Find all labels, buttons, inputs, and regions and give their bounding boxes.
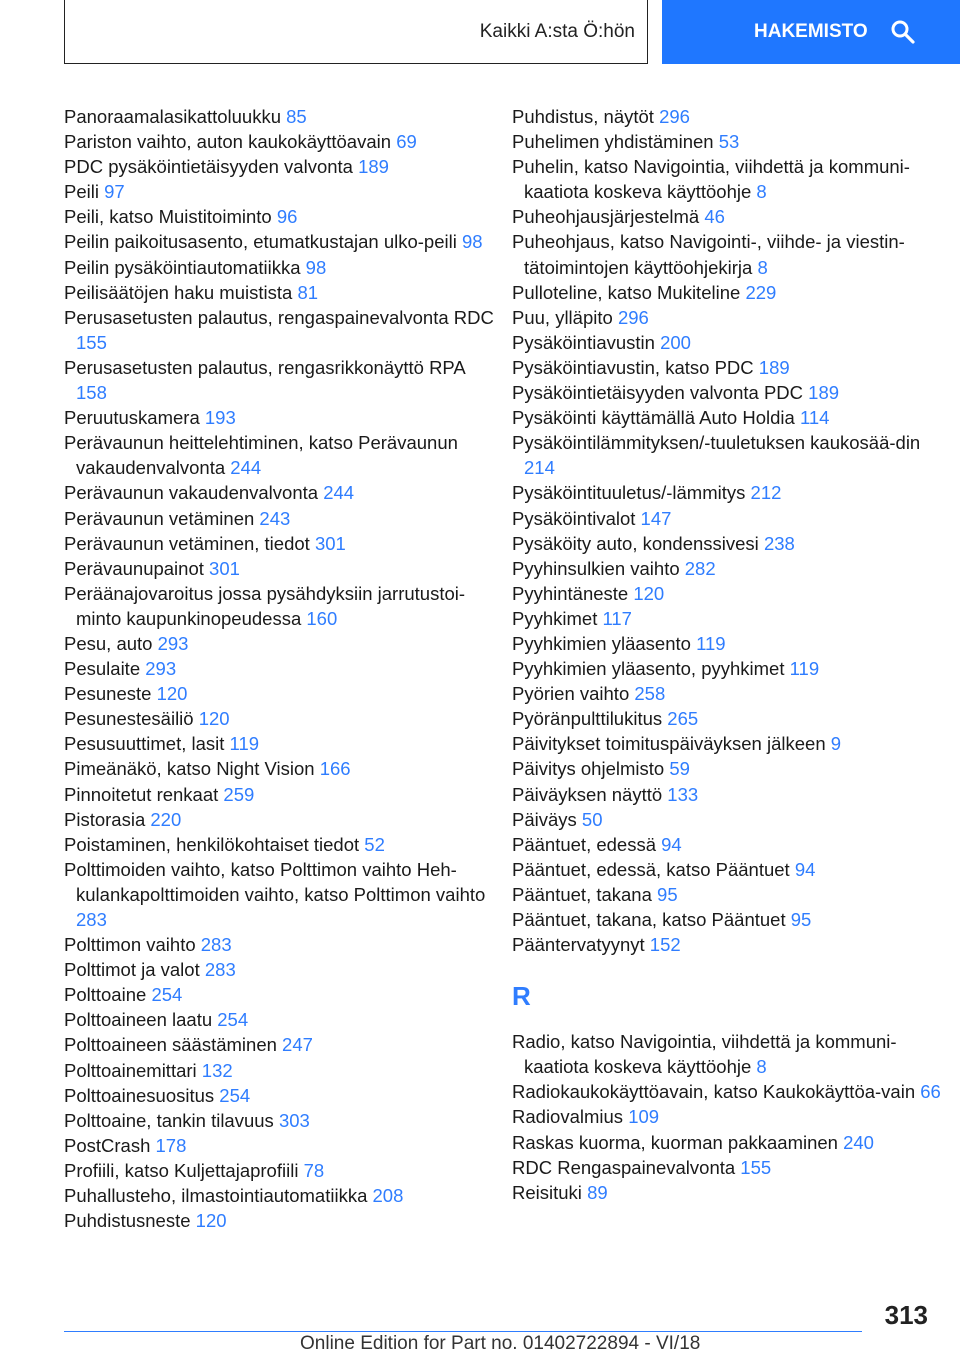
index-entry [64,1058,494,1083]
index-entry [512,681,942,706]
entry-text: Pyyhintäneste [512,582,629,604]
index-entry [512,731,942,756]
entry-text: Raskas kuorma, kuorman pakkaaminen [512,1131,838,1153]
index-entry [512,380,942,405]
index-entry [64,807,494,832]
index-entry [64,556,494,581]
entry-text: Pimeänäkö, katso Night Vision [64,758,315,780]
index-entry [512,430,942,480]
page-link[interactable]: 265 [667,708,699,730]
entry-text: Pesunestesäiliö [64,708,194,730]
entry-text: PostCrash [64,1134,151,1156]
index-entry [64,179,494,204]
page-link[interactable]: 109 [628,1106,660,1128]
page-link[interactable]: 155 [76,331,107,353]
page-link[interactable]: 208 [372,1185,404,1207]
entry-text: Polttoainemittari [64,1059,197,1081]
entry-text: Pinnoitetut renkaat [64,783,219,805]
page-link[interactable]: 254 [151,984,183,1006]
page-link[interactable]: 301 [314,532,346,554]
entry-text: Puhdistus, näytöt [512,106,654,127]
page-link[interactable]: 238 [763,532,795,554]
entry-text: Päiväys [512,808,577,830]
entry-text: Polttoaine, tankin tilavuus [64,1109,274,1131]
page-link[interactable]: 8 [756,1056,767,1078]
page-link[interactable]: 160 [306,607,338,629]
page-link[interactable]: 98 [461,231,483,253]
entry-text: Pysäköinti käyttämällä Auto Holdia [512,407,795,429]
entry-text: RDC Rengaspainevalvonta [512,1156,736,1178]
page-link[interactable]: 189 [808,382,840,404]
page-link[interactable]: 53 [718,131,740,153]
index-entry [64,782,494,807]
index-entry [512,355,942,380]
page-link[interactable]: 97 [104,181,125,203]
entry-text: Perävaunupainot [64,557,204,579]
entry-text: Polttoaineen säästäminen [64,1034,277,1056]
entry-text: Polttoaineen laatu [64,1009,213,1031]
entry-text: Pesuneste [64,683,152,705]
page-link[interactable]: 95 [657,883,678,905]
index-entry [64,129,494,154]
entry-text: Pulloteline, katso Mukiteline [512,281,741,303]
entry-text: Polttimot ja valot [64,959,200,981]
page-link[interactable]: 120 [633,582,665,604]
entry-text: Pyyhkimien yläasento [512,632,691,654]
entry-text: Pysäköintiavustin, katso PDC [512,356,754,378]
section-letter: R [512,981,531,1012]
page-link[interactable]: 147 [640,507,672,529]
page-link[interactable]: 258 [634,683,666,705]
entry-text: Päiväyksen näyttö [512,783,663,805]
entry-text: Pääntervatyynyt [512,934,645,956]
page-link[interactable]: 120 [195,1210,227,1232]
index-entry [512,932,942,957]
page-link[interactable]: 120 [156,683,188,705]
entry-text: Peilin paikoitusasento, etumatkustajan ulko-peili [64,231,457,253]
page-link[interactable]: 214 [524,457,555,479]
index-entry [64,1032,494,1057]
index-entry [64,305,494,355]
page-link[interactable]: 212 [750,482,782,504]
entry-text: Pysäköity auto, kondenssivesi [512,532,759,554]
page-link[interactable]: 243 [259,507,291,529]
page-link[interactable]: 296 [659,106,690,127]
page-link[interactable]: 94 [661,833,682,855]
footer-edition: Online Edition for Part no. 01402722894 - VI/18 [300,1333,701,1354]
index-entry [64,280,494,305]
page-link[interactable]: 254 [217,1009,249,1031]
page-link[interactable]: 193 [204,407,236,429]
page-link[interactable]: 98 [305,256,327,278]
index-entry [64,1183,494,1208]
index-entry [64,656,494,681]
index-entry [512,756,942,781]
page-link[interactable]: 9 [830,733,842,755]
index-entry [64,731,494,756]
page-link[interactable]: 59 [669,758,690,780]
entry-text: Perusasetusten palautus, rengasrikkonäyttö RPA [64,356,465,378]
index-column-left [64,104,494,1233]
entry-text: Päivitys ohjelmisto [512,758,665,780]
index-entry [64,255,494,280]
page-link[interactable]: 293 [145,658,177,680]
page-link[interactable]: 119 [789,658,820,680]
page-link[interactable]: 155 [740,1156,772,1178]
page-link[interactable]: 247 [282,1034,313,1056]
page-link[interactable]: 69 [396,131,417,153]
index-entry [512,305,942,330]
entry-text: Panoraamalasikattoluukku [64,106,281,127]
page-link[interactable]: 94 [794,858,816,880]
index-entry [512,154,942,204]
index-entry [64,932,494,957]
page-link[interactable]: 78 [303,1159,325,1181]
entry-text: Puheohjaus, katso Navigointi-, viihde- ja viestin-tätoimintojen käyttöohjekirja [512,231,905,278]
entry-text: Pesulaite [64,658,141,680]
entry-text: Pysäköintituuletus/-lämmitys [512,482,746,504]
page-link[interactable]: 178 [155,1134,187,1156]
breadcrumb-tab[interactable] [64,0,648,64]
entry-text: Puhelin, katso Navigointia, viihdettä ja kommuni-kaatiota koskeva käyttöohje [512,156,910,203]
page-link[interactable]: 303 [278,1109,310,1131]
entry-text: Pyyhinsulkien vaihto [512,557,680,579]
index-entry [512,480,942,505]
index-entry [64,1108,494,1133]
index-entry [64,1133,494,1158]
page-link[interactable]: 244 [230,457,262,479]
page-link[interactable]: 132 [201,1059,233,1081]
index-entry [512,606,942,631]
entry-text: Puu, ylläpito [512,306,613,328]
page-link[interactable]: 240 [843,1131,874,1153]
page-link[interactable]: 81 [297,281,319,303]
index-entry [64,506,494,531]
page-link[interactable]: 50 [581,808,603,830]
page-link[interactable]: 189 [758,356,790,378]
page-link[interactable]: 89 [587,1181,608,1203]
page-link[interactable]: 85 [286,106,307,127]
index-entry [512,1104,942,1129]
entry-text: Peili [64,181,99,203]
index-entry [512,330,942,355]
index-entry [512,104,942,129]
entry-text: Pysäköintiavustin [512,331,655,353]
entry-text: Pesu, auto [64,632,153,654]
entry-text: Pesusuuttimet, lasit [64,733,225,755]
index-entry [512,1079,942,1104]
page-link[interactable]: 120 [198,708,230,730]
entry-text: Peili, katso Muistitoiminto [64,206,272,228]
index-label: HAKEMISTO [754,21,868,42]
entry-text: Polttoaine [64,984,147,1006]
index-entry [64,982,494,1007]
entry-text: Pysäköintilämmityksen/-tuuletuksen kaukosää-din [512,432,921,454]
entry-text: Pariston vaihto, auton kaukokäyttöavain [64,131,392,153]
index-entry [512,832,942,857]
entry-text: Perävaunun vetäminen, tiedot [64,532,310,554]
page-link[interactable]: 117 [602,607,632,629]
entry-text: Radiovalmius [512,1106,624,1128]
index-entry [512,556,942,581]
entry-text: Reisituki [512,1181,582,1203]
entry-text: Päivitykset toimituspäiväyksen jälkeen [512,733,826,755]
page-link[interactable]: 254 [219,1084,251,1106]
entry-text: Puhelimen yhdistäminen [512,131,714,153]
index-entry [64,581,494,631]
index-entry [64,631,494,656]
page-link[interactable]: 244 [323,482,355,504]
footer-divider [64,1331,862,1332]
index-entry [64,104,494,129]
index-entry [512,405,942,430]
page-link[interactable]: 189 [358,156,389,178]
page-link[interactable]: 66 [920,1081,941,1103]
entry-text: Radio, katso Navigointia, viihdettä ja kommuni-kaatiota koskeva käyttöohje [512,1031,897,1078]
entry-text: Pistorasia [64,808,146,830]
index-entry [512,1155,942,1180]
index-entry [64,405,494,430]
index-entry [64,430,494,480]
entry-text: Peilin pysäköintiautomatiikka [64,256,301,278]
entry-text: Peilisäätöjen haku muistista [64,281,293,303]
index-entry [512,204,942,229]
index-entry [512,506,942,531]
page-link[interactable]: 8 [757,256,768,278]
index-entry [512,1029,942,1079]
entry-text: Polttimon vaihto [64,934,196,956]
page-link[interactable]: 152 [649,934,681,956]
page-link[interactable]: 95 [790,909,812,930]
page-link[interactable]: 200 [660,331,691,353]
index-entry [512,706,942,731]
entry-text: Puhallusteho, ilmastointiautomatiikka [64,1185,368,1207]
index-entry [64,154,494,179]
index-entry [512,782,942,807]
index-entry [64,204,494,229]
page-link[interactable]: 293 [157,632,189,654]
page-link[interactable]: 283 [76,909,107,930]
page-link[interactable]: 52 [364,833,385,855]
index-entry [64,1007,494,1032]
entry-text: Pysäköintivalot [512,507,636,529]
page-link[interactable]: 46 [704,206,725,228]
index-entry [512,129,942,154]
page-link[interactable]: 229 [745,281,777,303]
search-icon[interactable] [890,19,916,45]
index-entry [512,882,942,907]
index-entry [512,280,942,305]
entry-text: Pääntuet, takana, katso Pääntuet [512,909,786,930]
entry-text: Pääntuet, takana [512,883,652,905]
entry-text: Perävaunun vetäminen [64,507,255,529]
page-link[interactable]: 283 [204,959,236,981]
entry-text: PDC pysäköintietäisyyden valvonta [64,156,353,178]
page-number: 313 [884,1300,928,1330]
page-link[interactable]: 96 [276,206,298,228]
page-link[interactable]: 114 [799,407,830,429]
page-link[interactable]: 166 [319,758,351,780]
entry-text: Pyyhkimien yläasento, pyyhkimet [512,658,785,680]
index-entry [512,907,942,932]
entry-text: Polttoainesuositus [64,1084,215,1106]
breadcrumb: Kaikki A:sta Ö:hön [479,20,635,42]
entry-text: Pyörien vaihto [512,683,630,705]
entry-text: Polttimoiden vaihto, katso Polttimon vaihto Heh-kulankapolttimoiden vaihto, katso Polttimon vaihto [64,858,486,905]
index-entry [64,1083,494,1108]
index-entry [512,857,942,882]
entry-text: Perävaunun heittelehtiminen, katso Perävaunun vakaudenvalvonta [64,432,458,479]
page-link[interactable]: 259 [223,783,255,805]
index-entry [64,355,494,405]
page-link[interactable]: 119 [229,733,260,755]
index-entry [512,531,942,556]
index-entry [64,1208,494,1233]
entry-text: Radiokaukokäyttöavain, katso Kaukokäyttöa-vain [512,1081,916,1103]
page-link[interactable]: 8 [756,181,767,203]
entry-text: Pääntuet, edessä, katso Pääntuet [512,858,790,880]
index-entry [64,706,494,731]
index-entry [512,581,942,606]
entry-text: Pyöränpulttilukitus [512,708,663,730]
entry-text: Peräänajovaroitus jossa pysähdyksiin jarrutustoi-minto kaupunkinopeudessa [64,582,466,629]
entry-text: Pysäköintietäisyyden valvonta PDC [512,382,804,404]
entry-text: Perävaunun vakaudenvalvonta [64,482,319,504]
index-entry [512,656,942,681]
page-link[interactable]: 133 [667,783,699,805]
index-entry [512,1180,942,1205]
index-entry [512,229,942,279]
page-link[interactable]: 119 [696,632,726,654]
page-link[interactable]: 220 [150,808,182,830]
page-link[interactable]: 296 [617,306,649,328]
index-column-right [512,104,942,1205]
entry-text: Pyyhkimet [512,607,598,629]
index-entry [64,756,494,781]
entry-text: Puheohjausjärjestelmä [512,206,700,228]
entry-text: Profiili, katso Kuljettajaprofiili [64,1159,299,1181]
index-entry [64,857,494,932]
index-entry [512,1130,942,1155]
index-tab[interactable] [662,0,960,64]
page-link[interactable]: 158 [76,382,107,404]
index-entry [64,832,494,857]
index-entry [64,229,494,254]
index-entry [512,807,942,832]
entry-text: Puhdistusneste [64,1210,191,1232]
page-link[interactable]: 283 [200,934,232,956]
entry-text: Poistaminen, henkilökohtaiset tiedot [64,833,360,855]
index-entry [512,631,942,656]
index-entry [64,1158,494,1183]
page-link[interactable]: 301 [209,557,240,579]
entry-text: Perusasetusten palautus, rengaspainevalvonta RDC [64,306,494,328]
entry-text: Pääntuet, edessä [512,833,656,855]
index-entry [64,531,494,556]
entry-text: Peruutuskamera [64,407,200,429]
index-entry [64,957,494,982]
index-entry [64,480,494,505]
index-entry [64,681,494,706]
page-link[interactable]: 282 [684,557,716,579]
